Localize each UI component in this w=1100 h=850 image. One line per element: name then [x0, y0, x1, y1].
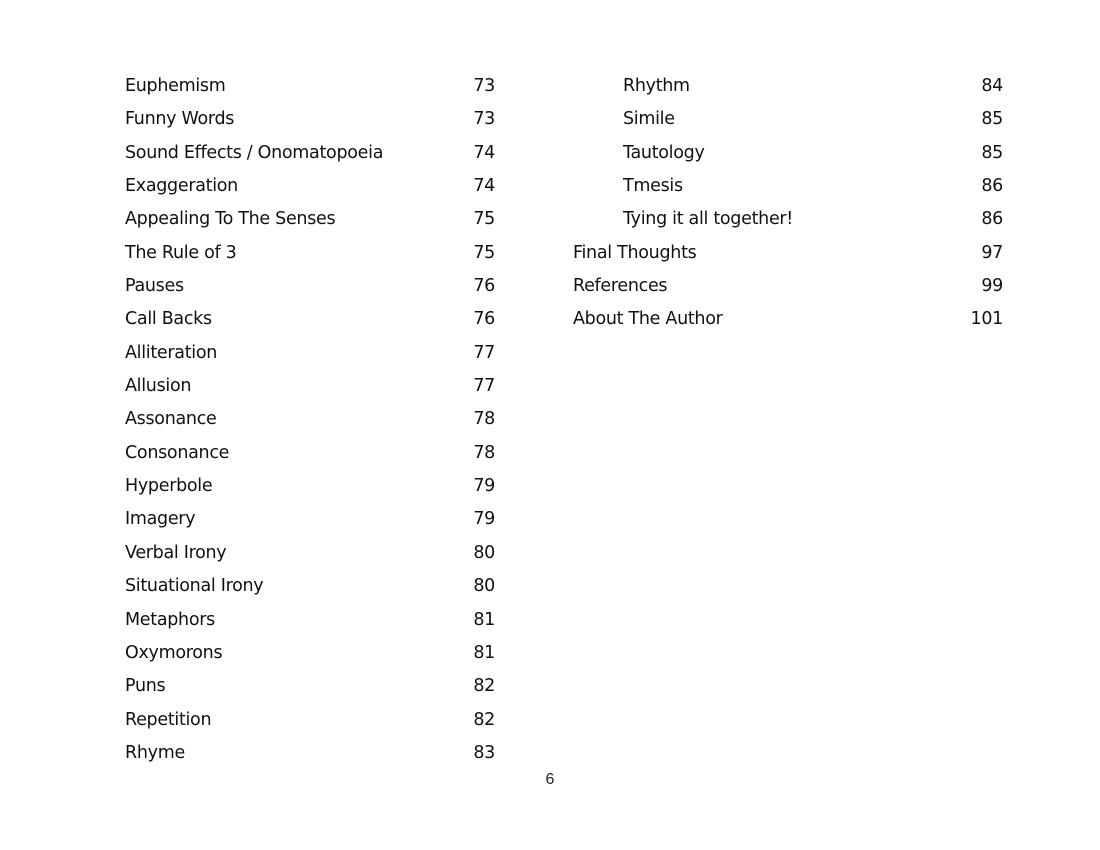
toc-entry-title: Consonance — [125, 442, 230, 463]
toc-entry-title: Tautology — [623, 142, 705, 163]
toc-entry-page: 74 — [473, 142, 495, 163]
toc-entry-page: 79 — [473, 509, 495, 530]
toc-entry-consonance[interactable] — [125, 437, 495, 470]
toc-entry-page: 82 — [473, 676, 495, 697]
toc-entry-tmesis[interactable] — [573, 170, 1003, 203]
toc-entry-about-the-author[interactable] — [573, 303, 1003, 336]
toc-entry-title: Alliteration — [125, 342, 218, 363]
toc-entry-imagery[interactable] — [125, 503, 495, 536]
toc-right-column — [573, 70, 1003, 337]
toc-entry-title: References — [573, 276, 668, 297]
toc-entry-page: 73 — [473, 109, 495, 130]
toc-entry-title: Rhyme — [125, 742, 185, 763]
toc-entry-page: 86 — [981, 176, 1003, 197]
toc-entry-page: 81 — [473, 642, 495, 663]
toc-entry-pauses[interactable] — [125, 270, 495, 303]
toc-entry-appealing-to-the-senses[interactable] — [125, 203, 495, 236]
toc-entry-tautology[interactable] — [573, 137, 1003, 170]
toc-entry-title: Euphemism — [125, 76, 226, 96]
toc-entry-title: Repetition — [125, 709, 212, 730]
toc-entry-tying-it-all-together[interactable] — [573, 203, 1003, 236]
toc-entry-title: Metaphors — [125, 609, 215, 630]
toc-entry-oxymorons[interactable] — [125, 637, 495, 670]
toc-entry-title: Allusion — [125, 376, 192, 397]
toc-entry-title: Tmesis — [623, 176, 683, 197]
toc-entry-title: Assonance — [125, 409, 217, 430]
toc-entry-title: Funny Words — [125, 109, 235, 130]
toc-entry-title: About The Author — [573, 309, 723, 330]
toc-entry-title: The Rule of 3 — [125, 242, 237, 263]
toc-entry-funny-words[interactable] — [125, 103, 495, 136]
toc-entry-page: 81 — [473, 609, 495, 630]
toc-entry-page: 97 — [981, 242, 1003, 263]
toc-left-column — [125, 70, 495, 770]
toc-entry-repetition[interactable] — [125, 704, 495, 737]
toc-entry-title: Sound Effects / Onomatopoeia — [125, 142, 384, 163]
toc-entry-title: Verbal Irony — [125, 542, 227, 563]
toc-entry-page: 79 — [473, 476, 495, 497]
toc-entry-page: 75 — [473, 209, 495, 230]
toc-entry-title: Pauses — [125, 276, 184, 297]
toc-entry-page: 78 — [473, 442, 495, 463]
toc-entry-title: Simile — [623, 109, 675, 130]
toc-entry-title: Final Thoughts — [573, 242, 697, 263]
toc-entry-title: Oxymorons — [125, 642, 223, 663]
toc-entry-page: 74 — [473, 176, 495, 197]
toc-entry-title: Imagery — [125, 509, 196, 530]
toc-entry-title: Appealing To The Senses — [125, 209, 336, 230]
toc-entry-title: Puns — [125, 676, 166, 697]
toc-entry-title: Call Backs — [125, 309, 212, 330]
toc-entry-sound-effects[interactable] — [125, 137, 495, 170]
toc-entry-page: 83 — [473, 742, 495, 763]
toc-entry-page: 85 — [981, 109, 1003, 130]
toc-entry-title: Situational Irony — [125, 576, 264, 597]
toc-entry-page: 76 — [473, 276, 495, 297]
toc-entry-euphemism[interactable] — [125, 70, 495, 103]
toc-entry-page: 77 — [473, 376, 495, 397]
toc-entry-rule-of-3[interactable] — [125, 237, 495, 270]
toc-entry-page: 99 — [981, 276, 1003, 297]
toc-entry-page: 77 — [473, 342, 495, 363]
toc-entry-exaggeration[interactable] — [125, 170, 495, 203]
toc-entry-page: 84 — [981, 76, 1003, 96]
toc-entry-page: 85 — [981, 142, 1003, 163]
toc-entry-title: Hyperbole — [125, 476, 213, 497]
toc-entry-puns[interactable] — [125, 670, 495, 703]
toc-entry-allusion[interactable] — [125, 370, 495, 403]
toc-entry-situational-irony[interactable] — [125, 570, 495, 603]
toc-entry-page: 86 — [981, 209, 1003, 230]
toc-entry-page: 73 — [473, 76, 495, 96]
toc-entry-title: Tying it all together! — [623, 209, 794, 230]
toc-entry-title: Rhythm — [623, 76, 690, 96]
page-number: 6 — [545, 771, 555, 788]
toc-entry-title: Exaggeration — [125, 176, 238, 197]
toc-entry-final-thoughts[interactable] — [573, 237, 1003, 270]
toc-entry-page: 75 — [473, 242, 495, 263]
toc-entry-page: 80 — [473, 576, 495, 597]
toc-entry-alliteration[interactable] — [125, 337, 495, 370]
toc-entry-verbal-irony[interactable] — [125, 537, 495, 570]
toc-entry-page: 101 — [970, 309, 1003, 330]
toc-entry-page: 82 — [473, 709, 495, 730]
toc-entry-call-backs[interactable] — [125, 303, 495, 336]
toc-entry-simile[interactable] — [573, 103, 1003, 136]
toc-entry-page: 76 — [473, 309, 495, 330]
toc-entry-rhythm[interactable] — [573, 70, 1003, 103]
toc-entry-page: 78 — [473, 409, 495, 430]
toc-entry-metaphors[interactable] — [125, 604, 495, 637]
toc-entry-hyperbole[interactable] — [125, 470, 495, 503]
toc-entry-rhyme[interactable] — [125, 737, 495, 770]
toc-entry-references[interactable] — [573, 270, 1003, 303]
toc-entry-page: 80 — [473, 542, 495, 563]
toc-entry-assonance[interactable] — [125, 403, 495, 436]
